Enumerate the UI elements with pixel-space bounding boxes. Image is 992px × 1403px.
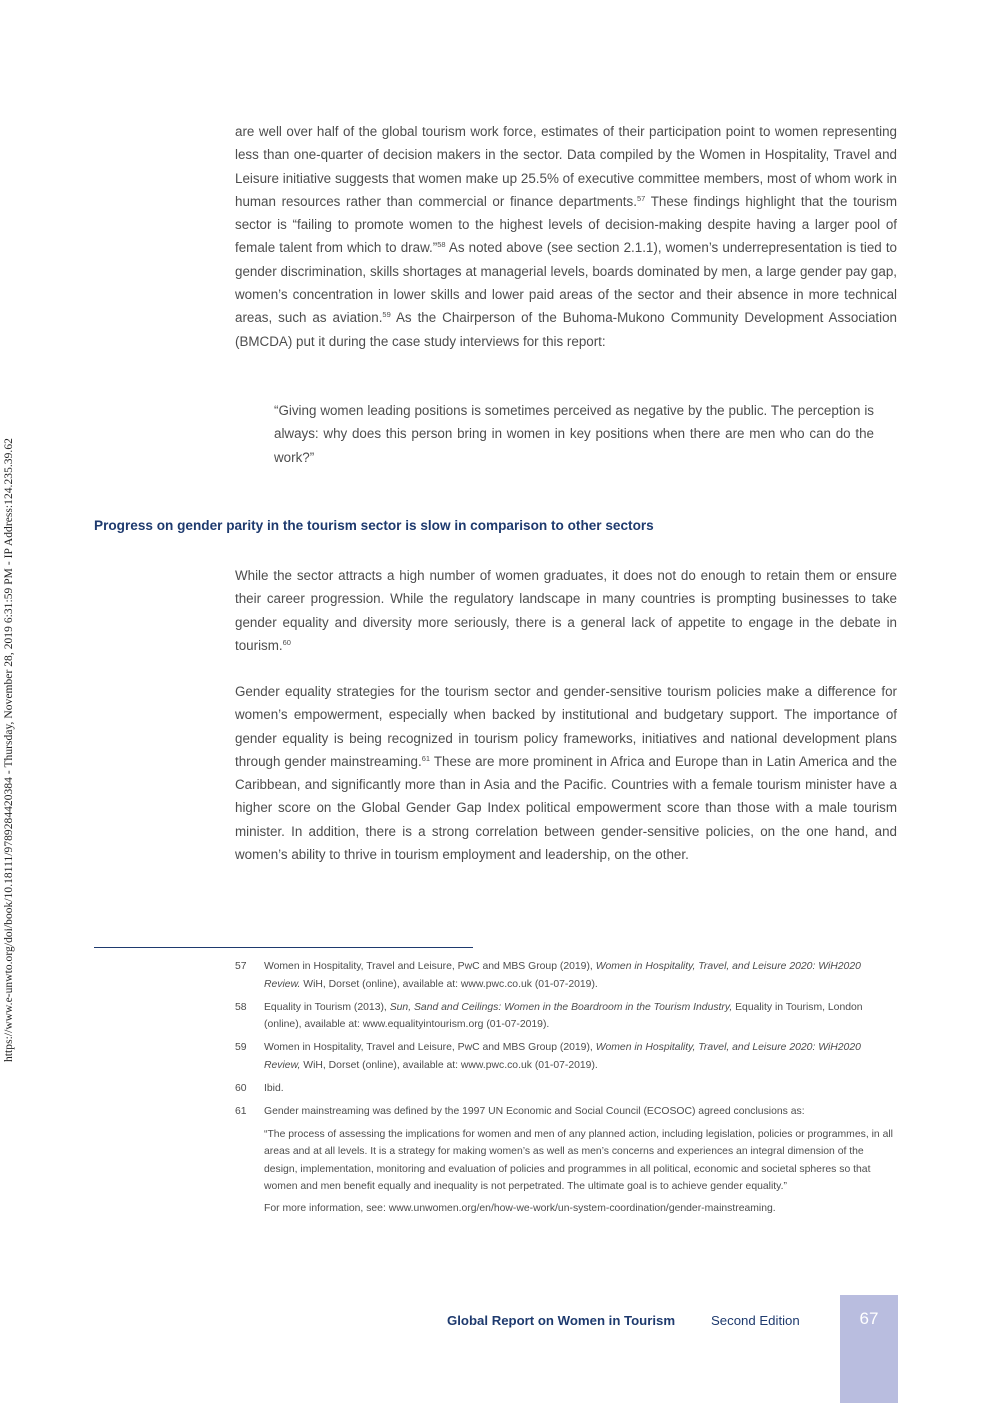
section-heading: Progress on gender parity in the tourism sector is slow in comparison to other sectors <box>94 518 654 533</box>
footnote-number: 61 <box>235 1105 247 1117</box>
footnote-58 <box>235 999 895 1034</box>
body-paragraph-2 <box>235 564 897 657</box>
footnote-ref-59[interactable]: 59 <box>382 310 391 320</box>
footnote-59 <box>235 1039 895 1074</box>
footnote-number: 59 <box>235 1042 247 1053</box>
footnote-59-title: Women in Hospitality, Travel, and Leisure 2020: WiH2020 Review, <box>264 1042 861 1071</box>
footnote-ref-57[interactable]: 57 <box>636 193 646 203</box>
body-paragraph-1 <box>235 120 897 353</box>
footnote-59-text: Women in Hospitality, Travel and Leisure, PwC and MBS Group (2019), <box>264 1042 596 1053</box>
footnote-59-source: WiH, Dorset (online), available at: www.pwc.co.uk (01-07-2019). <box>300 1059 598 1071</box>
footnote-number: 57 <box>235 961 247 972</box>
interview-quote: “Giving women leading positions is sometimes perceived as negative by the public. The perception is always: why does this person bring in women in key positions when there are men who can do the work?” <box>274 403 874 465</box>
footnote-57 <box>235 958 895 993</box>
footnote-number: 58 <box>235 1001 247 1013</box>
footnote-58-source: Equality in Tourism, London (online), available at: www.equalityintourism.org (01-07-2019). <box>264 1001 863 1030</box>
footnote-61 <box>235 1103 895 1121</box>
footnote-ref-61[interactable]: 61 <box>421 753 431 763</box>
footnote-61-quote: “The process of assessing the implications for women and men of any planned action, including legislation, policies or programmes, in all areas and at all levels. It is a strategy for making women’s as well as men’s concerns and experiences an integral dimension of the design, implementation, monitoring and evaluation of policies and programmes in all political, economic and societal spheres so that women and men benefit equally and inequality is not perpetrated. The ultimate goal is to achieve gender equality.” <box>264 1128 893 1192</box>
footnote-divider <box>94 947 473 948</box>
footnote-57-title: Women in Hospitality, Travel, and Leisure 2020: WiH2020 Review. <box>264 961 861 990</box>
paragraph-3-part-a: Gender equality strategies for the tourism sector and gender-sensitive tourism policies make a difference for women’s empowerment, especially when backed by institutional and budgetary support. The importance of gender equality is being recognized in tourism policy frameworks, initiatives and national development plans through gender mainstreaming. <box>235 684 897 769</box>
footnote-57-text: Women in Hospitality, Travel and Leisure, PwC and MBS Group (2019), <box>264 961 596 972</box>
footnote-61-more-info: For more information, see: www.unwomen.org/en/how-we-work/un-system-coordination/gender-mainstreaming. <box>264 1202 776 1214</box>
paragraph-1-part-d: As the Chairperson of the Buhoma-Mukono Community Development Association (BMCDA) put it during the case study interviews for this report: <box>235 310 897 349</box>
page-number: 67 <box>859 1309 879 1328</box>
footnote-ref-60[interactable]: 60 <box>282 637 291 647</box>
footnote-number: 60 <box>235 1082 247 1094</box>
footnote-58-title: Sun, Sand and Ceilings: Women in the Boardroom in the Tourism Industry, <box>389 1001 733 1013</box>
page-number-tab <box>840 1295 898 1403</box>
footnote-text <box>264 1039 895 1074</box>
footnote-58-text: Equality in Tourism (2013), <box>264 1001 390 1013</box>
access-watermark: https://www.e-unwto.org/doi/book/10.18111/9789284420384 - Thursday, November 28, 2019 6:31:59 PM - IP Address:124.235.39.62 <box>3 438 15 1062</box>
paragraph-1-part-b: These findings highlight that the tourism sector is “failing to promote women to the highest levels of decision-making despite having a larger pool of female talent from which to draw.” <box>235 193 897 256</box>
body-paragraph-3 <box>235 680 897 866</box>
footnote-text <box>264 958 895 993</box>
paragraph-1-part-a: are well over half of the global tourism work force, estimates of their participation point to women representing less than one-quarter of decision makers in the sector. Data compiled by the Women in Hospitality, Travel and Leisure initiative suggests that women make up 25.5% of executive committee members, most of whom work in human resources rather than commercial or finance departments. <box>235 124 897 209</box>
footnote-text: Gender mainstreaming was defined by the 1997 UN Economic and Social Council (ECOSOC) agreed conclusions as: <box>264 1105 805 1117</box>
footnote-57-source: WiH, Dorset (online), available at: www.pwc.co.uk (01-07-2019). <box>300 978 598 990</box>
paragraph-3-part-b: These are more prominent in Africa and Europe than in Latin America and the Caribbean, and significantly more than in Asia and the Pacific. Countries with a female tourism minister have a higher score on the Global Gender Gap Index political empowerment score than those with a male tourism minister. In addition, there is a strong correlation between gender-sensitive policies, on the one hand, and women’s ability to thrive in tourism employment and leadership, on the other. <box>235 753 898 863</box>
footnote-60 <box>235 1080 895 1098</box>
paragraph-1-part-c: As noted above (see section 2.1.1), women’s underrepresentation is tied to gender discrimination, skills shortages at managerial levels, boards dominated by men, a large gender pay gap, women’s concentration in lower skills and lower paid areas of the sector and their absence in more technical areas, such as aviation. <box>235 240 898 326</box>
paragraph-2-text: While the sector attracts a high number of women graduates, it does not do enough to retain them or ensure their career progression. While the regulatory landscape in many countries is prompting businesses to take gender equality and diversity more seriously, there is a general lack of appetite to engage in the debate in tourism. <box>235 568 897 653</box>
footer-edition: Second Edition <box>711 1313 800 1328</box>
footnotes <box>235 958 895 1221</box>
footer-report-title: Global Report on Women in Tourism <box>447 1313 676 1328</box>
footnote-ref-58[interactable]: 58 <box>437 240 446 250</box>
footnote-text: Ibid. <box>264 1082 284 1094</box>
footnote-text <box>264 999 895 1034</box>
